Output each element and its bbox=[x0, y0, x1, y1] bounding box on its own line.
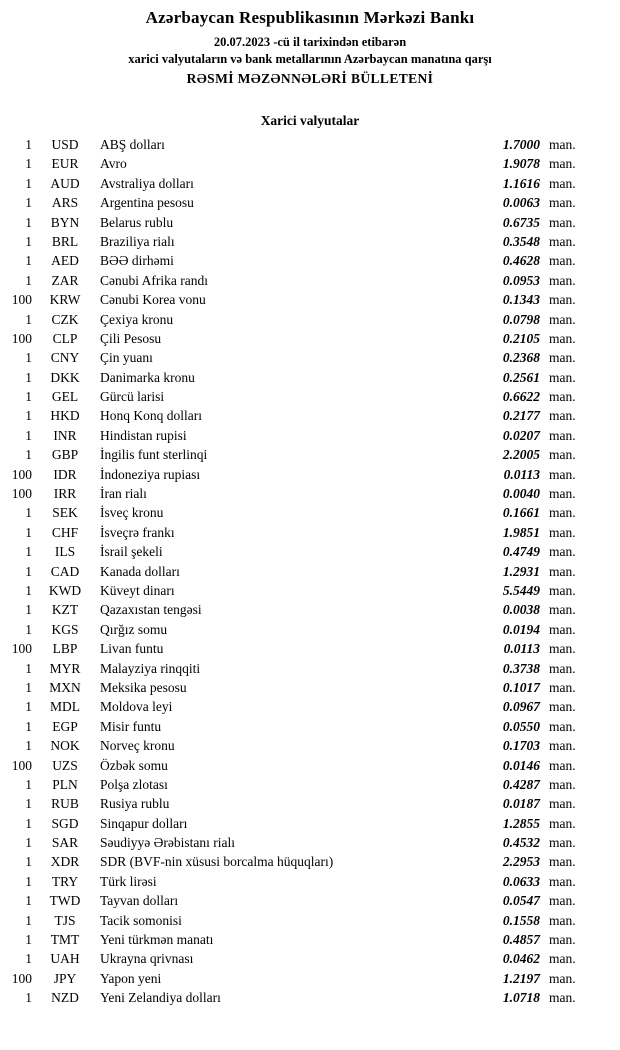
unit-label: man. bbox=[549, 408, 576, 424]
currency-code: CHF bbox=[51, 524, 79, 540]
quantity-cell: 1 bbox=[25, 932, 32, 948]
currency-name: Çili Pesosu bbox=[100, 330, 162, 346]
currency-name: Çexiya kronu bbox=[100, 311, 174, 327]
unit-label: man. bbox=[549, 815, 576, 831]
quantity-cell: 1 bbox=[25, 835, 32, 851]
currency-name: Sinqapur dolları bbox=[100, 815, 188, 831]
currency-code: EGP bbox=[52, 718, 78, 734]
effective-date-line: 20.07.2023 -cü il tarixindən etibarən bbox=[213, 35, 407, 49]
currency-code: ZAR bbox=[51, 272, 79, 288]
unit-label: man. bbox=[549, 330, 576, 346]
unit-label: man. bbox=[549, 699, 576, 715]
rate-value: 0.0146 bbox=[502, 757, 540, 773]
rate-value: 0.3548 bbox=[502, 233, 540, 249]
table-row bbox=[8, 135, 584, 154]
rate-value: 0.0798 bbox=[502, 311, 540, 327]
rate-value: 0.0113 bbox=[503, 466, 540, 482]
currency-code: BRL bbox=[51, 233, 79, 249]
table-row bbox=[8, 814, 584, 833]
rate-value: 0.2105 bbox=[502, 330, 540, 346]
section-title-foreign-currencies: Xarici valyutalar bbox=[260, 113, 360, 128]
currency-code: ILS bbox=[54, 544, 76, 560]
rate-value: 1.2931 bbox=[502, 563, 540, 579]
currency-code: KZT bbox=[51, 602, 79, 618]
currency-name: Belarus rublu bbox=[100, 214, 174, 230]
currency-code: RUB bbox=[51, 796, 79, 812]
unit-label: man. bbox=[549, 544, 576, 560]
currency-name: Yeni türkmən manatı bbox=[100, 932, 214, 948]
unit-label: man. bbox=[549, 311, 576, 327]
currency-name: Avro bbox=[100, 156, 127, 172]
rate-value: 0.0953 bbox=[502, 272, 540, 288]
table-row bbox=[8, 852, 584, 871]
unit-label: man. bbox=[549, 350, 576, 366]
currency-name: SDR (BVF-nin xüsusi borcalma hüquqları) bbox=[100, 854, 334, 870]
currency-code: ARS bbox=[51, 195, 79, 211]
rate-value: 0.2177 bbox=[502, 408, 540, 424]
currency-code: EUR bbox=[51, 156, 79, 172]
unit-label: man. bbox=[549, 253, 576, 269]
currency-code: JPY bbox=[53, 970, 77, 986]
currency-code: SEK bbox=[52, 505, 78, 521]
currency-code: MYR bbox=[49, 660, 81, 676]
currency-code: CZK bbox=[51, 311, 79, 327]
table-row bbox=[8, 523, 584, 542]
table-row bbox=[8, 562, 584, 581]
currency-name: Küveyt dinarı bbox=[100, 582, 175, 598]
unit-label: man. bbox=[549, 447, 576, 463]
rate-value: 0.0040 bbox=[502, 486, 540, 502]
table-row bbox=[8, 368, 584, 387]
currency-code: AED bbox=[51, 253, 79, 269]
currency-code: MXN bbox=[49, 679, 81, 695]
unit-label: man. bbox=[549, 272, 576, 288]
unit-label: man. bbox=[549, 796, 576, 812]
rate-value: 0.0207 bbox=[502, 427, 540, 443]
unit-label: man. bbox=[549, 137, 576, 152]
quantity-cell: 1 bbox=[25, 699, 32, 715]
table-row bbox=[8, 969, 584, 988]
rate-value: 0.1661 bbox=[502, 505, 540, 521]
currency-code: LBP bbox=[52, 641, 78, 657]
currency-code: KRW bbox=[49, 292, 81, 308]
bulletin-subtitle: xarici valyutaların və bank metallarının Azərbaycan manatına qarşı bbox=[128, 52, 492, 66]
quantity-cell: 1 bbox=[25, 137, 32, 152]
quantity-cell: 1 bbox=[25, 350, 32, 366]
unit-label: man. bbox=[549, 486, 576, 502]
table-row bbox=[8, 949, 584, 968]
currency-code: GEL bbox=[51, 389, 79, 405]
currency-code: SGD bbox=[51, 815, 79, 831]
currency-code: USD bbox=[51, 137, 79, 152]
currency-code: NOK bbox=[50, 738, 80, 754]
quantity-cell: 1 bbox=[25, 660, 32, 676]
quantity-cell: 1 bbox=[25, 893, 32, 909]
unit-label: man. bbox=[549, 776, 576, 792]
table-row bbox=[8, 387, 584, 406]
table-row bbox=[8, 251, 584, 270]
quantity-cell: 100 bbox=[11, 330, 32, 346]
currency-name: İsrail şekeli bbox=[100, 544, 163, 560]
quantity-cell: 1 bbox=[25, 990, 32, 1006]
currency-name: Cənubi Korea vonu bbox=[100, 292, 206, 308]
rate-value: 5.5449 bbox=[502, 582, 540, 598]
quantity-cell: 100 bbox=[11, 641, 32, 657]
currency-name: Argentina pesosu bbox=[100, 195, 194, 211]
currency-name: Yeni Zelandiya dolları bbox=[100, 990, 221, 1006]
rates-table bbox=[0, 135, 620, 1008]
table-row bbox=[8, 290, 584, 309]
unit-label: man. bbox=[549, 854, 576, 870]
table-row bbox=[8, 833, 584, 852]
currency-name: Özbək somu bbox=[100, 757, 168, 773]
quantity-cell: 100 bbox=[11, 466, 32, 482]
rate-value: 2.2005 bbox=[502, 447, 540, 463]
currency-code: TWD bbox=[49, 893, 81, 909]
quantity-cell: 1 bbox=[25, 524, 32, 540]
unit-label: man. bbox=[549, 932, 576, 948]
quantity-cell: 1 bbox=[25, 408, 32, 424]
currency-name: Cənubi Afrika randı bbox=[100, 272, 208, 288]
rate-value: 0.0462 bbox=[502, 951, 540, 967]
table-row bbox=[8, 659, 584, 678]
quantity-cell: 1 bbox=[25, 854, 32, 870]
table-row bbox=[8, 620, 584, 639]
currency-code: NZD bbox=[51, 990, 79, 1006]
rate-value: 0.0187 bbox=[502, 796, 540, 812]
quantity-cell: 1 bbox=[25, 582, 32, 598]
currency-code: CNY bbox=[50, 350, 80, 366]
table-row bbox=[8, 775, 584, 794]
rate-value: 0.3738 bbox=[502, 660, 540, 676]
unit-label: man. bbox=[549, 912, 576, 928]
quantity-cell: 1 bbox=[25, 776, 32, 792]
quantity-cell: 1 bbox=[25, 253, 32, 269]
rate-value: 0.0633 bbox=[502, 873, 540, 889]
table-row bbox=[8, 310, 584, 329]
currency-code: DKK bbox=[50, 369, 80, 385]
unit-label: man. bbox=[549, 873, 576, 889]
currency-name: Moldova leyi bbox=[100, 699, 173, 715]
currency-code: CAD bbox=[50, 563, 80, 579]
currency-name: İndoneziya rupiası bbox=[100, 466, 201, 482]
quantity-cell: 1 bbox=[25, 214, 32, 230]
currency-name: Meksika pesosu bbox=[100, 679, 187, 695]
rate-value: 0.2561 bbox=[502, 369, 540, 385]
unit-label: man. bbox=[549, 835, 576, 851]
rate-value: 0.4628 bbox=[502, 253, 540, 269]
unit-label: man. bbox=[549, 990, 576, 1006]
table-row bbox=[8, 465, 584, 484]
quantity-cell: 1 bbox=[25, 873, 32, 889]
unit-label: man. bbox=[549, 214, 576, 230]
quantity-cell: 1 bbox=[25, 427, 32, 443]
currency-code: CLP bbox=[52, 330, 78, 346]
quantity-cell: 1 bbox=[25, 796, 32, 812]
currency-name: Tacik somonisi bbox=[100, 912, 182, 928]
quantity-cell: 1 bbox=[25, 272, 32, 288]
unit-label: man. bbox=[549, 233, 576, 249]
table-row bbox=[8, 406, 584, 425]
unit-label: man. bbox=[549, 156, 576, 172]
quantity-cell: 1 bbox=[25, 505, 32, 521]
currency-name: Tayvan dolları bbox=[100, 893, 179, 909]
table-row bbox=[8, 271, 584, 290]
currency-name: Rusiya rublu bbox=[100, 796, 170, 812]
rate-value: 0.1703 bbox=[502, 738, 540, 754]
unit-label: man. bbox=[549, 563, 576, 579]
rate-value: 1.9851 bbox=[502, 524, 540, 540]
currency-name: Misir funtu bbox=[100, 718, 162, 734]
quantity-cell: 1 bbox=[25, 311, 32, 327]
quantity-cell: 1 bbox=[25, 195, 32, 211]
rate-value: 0.1343 bbox=[502, 292, 540, 308]
quantity-cell: 100 bbox=[11, 970, 32, 986]
currency-code: HKD bbox=[50, 408, 80, 424]
table-row bbox=[8, 794, 584, 813]
currency-name: Malayziya rinqqiti bbox=[100, 660, 201, 676]
table-row bbox=[8, 697, 584, 716]
currency-name: İran rialı bbox=[100, 486, 147, 502]
currency-name: Polşa zlotası bbox=[100, 776, 168, 792]
unit-label: man. bbox=[549, 175, 576, 191]
table-row bbox=[8, 174, 584, 193]
currency-name: Qırğız somu bbox=[100, 621, 168, 637]
rate-value: 0.4749 bbox=[502, 544, 540, 560]
table-row bbox=[8, 154, 584, 173]
unit-label: man. bbox=[549, 757, 576, 773]
rate-value: 0.0194 bbox=[502, 621, 540, 637]
currency-code: GBP bbox=[51, 447, 79, 463]
table-row bbox=[8, 581, 584, 600]
rate-value: 0.0967 bbox=[502, 699, 540, 715]
currency-name: İsveçrə frankı bbox=[100, 524, 175, 540]
rate-value: 0.0063 bbox=[502, 195, 540, 211]
table-row bbox=[8, 542, 584, 561]
currency-name: Honq Konq dolları bbox=[100, 408, 202, 424]
currency-code: TRY bbox=[51, 873, 79, 889]
quantity-cell: 1 bbox=[25, 389, 32, 405]
unit-label: man. bbox=[549, 524, 576, 540]
rate-value: 0.4287 bbox=[502, 776, 540, 792]
currency-name: Çin yuanı bbox=[100, 350, 153, 366]
currency-name: Türk lirəsi bbox=[100, 873, 157, 889]
unit-label: man. bbox=[549, 893, 576, 909]
unit-label: man. bbox=[549, 195, 576, 211]
rate-value: 1.9078 bbox=[502, 156, 540, 172]
currency-name: Kanada dolları bbox=[100, 563, 180, 579]
rate-value: 1.2197 bbox=[502, 970, 540, 986]
table-row bbox=[8, 988, 584, 1007]
currency-code: TJS bbox=[54, 912, 76, 928]
quantity-cell: 1 bbox=[25, 544, 32, 560]
quantity-cell: 1 bbox=[25, 815, 32, 831]
table-row bbox=[8, 891, 584, 910]
quantity-cell: 1 bbox=[25, 563, 32, 579]
rate-value: 0.1558 bbox=[502, 912, 540, 928]
quantity-cell: 100 bbox=[11, 757, 32, 773]
rate-value: 0.4532 bbox=[502, 835, 540, 851]
quantity-cell: 1 bbox=[25, 621, 32, 637]
currency-code: SAR bbox=[51, 835, 79, 851]
unit-label: man. bbox=[549, 738, 576, 754]
currency-name: Hindistan rupisi bbox=[100, 427, 187, 443]
unit-label: man. bbox=[549, 582, 576, 598]
rate-value: 1.1616 bbox=[502, 175, 540, 191]
currency-code: INR bbox=[53, 427, 77, 443]
table-row bbox=[8, 600, 584, 619]
unit-label: man. bbox=[549, 369, 576, 385]
quantity-cell: 100 bbox=[11, 486, 32, 502]
currency-code: IDR bbox=[53, 466, 77, 482]
unit-label: man. bbox=[549, 641, 576, 657]
currency-name: Danimarka kronu bbox=[100, 369, 195, 385]
unit-label: man. bbox=[549, 679, 576, 695]
currency-name: Braziliya rialı bbox=[100, 233, 175, 249]
unit-label: man. bbox=[549, 602, 576, 618]
currency-code: KWD bbox=[48, 582, 82, 598]
table-row bbox=[8, 329, 584, 348]
table-row bbox=[8, 717, 584, 736]
quantity-cell: 1 bbox=[25, 912, 32, 928]
table-row bbox=[8, 445, 584, 464]
rate-value: 0.6735 bbox=[502, 214, 540, 230]
table-row bbox=[8, 232, 584, 251]
rate-value: 0.0113 bbox=[503, 641, 540, 657]
table-row bbox=[8, 736, 584, 755]
table-row bbox=[8, 213, 584, 232]
rate-value: 0.2368 bbox=[502, 350, 540, 366]
rate-value: 0.0547 bbox=[502, 893, 540, 909]
rate-value: 2.2953 bbox=[502, 854, 540, 870]
currency-code: BYN bbox=[50, 214, 80, 230]
currency-name: Norveç kronu bbox=[100, 738, 175, 754]
table-row bbox=[8, 348, 584, 367]
quantity-cell: 1 bbox=[25, 718, 32, 734]
unit-label: man. bbox=[549, 505, 576, 521]
table-row bbox=[8, 193, 584, 212]
rate-value: 1.7000 bbox=[502, 137, 540, 152]
unit-label: man. bbox=[549, 660, 576, 676]
quantity-cell: 1 bbox=[25, 738, 32, 754]
currency-code: UZS bbox=[52, 757, 78, 773]
currency-name: Gürcü larisi bbox=[100, 389, 165, 405]
currency-code: AUD bbox=[50, 175, 80, 191]
table-row bbox=[8, 678, 584, 697]
currency-code: XDR bbox=[50, 854, 80, 870]
currency-name: Yapon yeni bbox=[100, 970, 162, 986]
rate-value: 1.0718 bbox=[502, 990, 540, 1006]
currency-name: Livan funtu bbox=[100, 641, 164, 657]
quantity-cell: 1 bbox=[25, 951, 32, 967]
currency-name: ABŞ dolları bbox=[100, 137, 165, 152]
unit-label: man. bbox=[549, 951, 576, 967]
currency-code: MDL bbox=[50, 699, 80, 715]
rate-value: 0.0038 bbox=[502, 602, 540, 618]
currency-code: KGS bbox=[51, 621, 79, 637]
currency-name: Avstraliya dolları bbox=[100, 175, 194, 191]
unit-label: man. bbox=[549, 427, 576, 443]
currency-name: BƏƏ dirhəmi bbox=[100, 253, 174, 269]
rate-value: 0.4857 bbox=[502, 932, 540, 948]
currency-name: İsveç kronu bbox=[100, 505, 164, 521]
unit-label: man. bbox=[549, 718, 576, 734]
currency-code: PLN bbox=[52, 776, 78, 792]
bank-name-title: Azərbaycan Respublikasının Mərkəzi Bankı bbox=[145, 8, 475, 27]
rate-value: 1.2855 bbox=[502, 815, 540, 831]
quantity-cell: 1 bbox=[25, 679, 32, 695]
table-row bbox=[8, 484, 584, 503]
currency-name: Səudiyyə Ərəbistanı rialı bbox=[100, 835, 235, 851]
quantity-cell: 1 bbox=[25, 602, 32, 618]
currency-code: TMT bbox=[50, 932, 80, 948]
currency-name: Ukrayna qrivnası bbox=[100, 951, 194, 967]
table-row bbox=[8, 930, 584, 949]
unit-label: man. bbox=[549, 970, 576, 986]
unit-label: man. bbox=[549, 292, 576, 308]
currency-code: UAH bbox=[50, 951, 80, 967]
quantity-cell: 1 bbox=[25, 447, 32, 463]
rate-value: 0.1017 bbox=[502, 679, 540, 695]
table-row bbox=[8, 426, 584, 445]
rate-value: 0.6622 bbox=[502, 389, 540, 405]
table-row bbox=[8, 756, 584, 775]
quantity-cell: 1 bbox=[25, 175, 32, 191]
currency-name: Qazaxıstan tengəsi bbox=[100, 602, 202, 618]
bulletin-title: RƏSMİ MƏZƏNNƏLƏRİ BÜLLETENİ bbox=[186, 71, 434, 86]
table-row bbox=[8, 639, 584, 658]
quantity-cell: 1 bbox=[25, 233, 32, 249]
table-row bbox=[8, 911, 584, 930]
rate-value: 0.0550 bbox=[502, 718, 540, 734]
unit-label: man. bbox=[549, 621, 576, 637]
table-row bbox=[8, 872, 584, 891]
quantity-cell: 1 bbox=[25, 369, 32, 385]
currency-code: IRR bbox=[53, 486, 77, 502]
table-row bbox=[8, 503, 584, 522]
document-header bbox=[0, 8, 620, 87]
quantity-cell: 1 bbox=[25, 156, 32, 172]
currency-name: İngilis funt sterlinqi bbox=[100, 447, 208, 463]
quantity-cell: 100 bbox=[11, 292, 32, 308]
unit-label: man. bbox=[549, 389, 576, 405]
unit-label: man. bbox=[549, 466, 576, 482]
